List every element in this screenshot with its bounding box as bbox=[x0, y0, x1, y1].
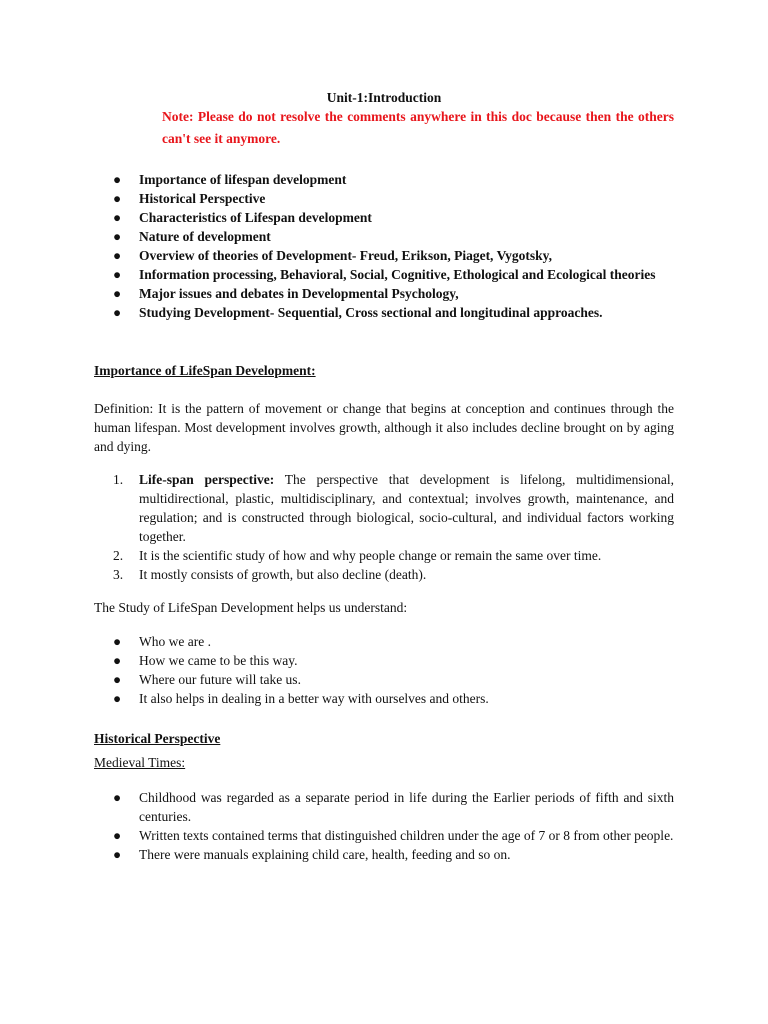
bullet-icon: ● bbox=[113, 248, 122, 263]
list-item: ● Written texts contained terms that distinguished children under the age of 7 or 8 from other people. bbox=[113, 828, 674, 843]
topic-item: ● Information processing, Behavioral, Social, Cognitive, Ethological and Ecological theories bbox=[113, 267, 656, 282]
bullet-icon: ● bbox=[113, 305, 122, 320]
bullet-icon: ● bbox=[113, 229, 122, 244]
list-item: ● It also helps in dealing in a better way with ourselves and others. bbox=[113, 691, 489, 706]
list-item: ● Where our future will take us. bbox=[113, 672, 301, 687]
section-heading-historical: Historical Perspective bbox=[94, 731, 221, 746]
bullet-icon: ● bbox=[113, 286, 122, 301]
bullet-icon: ● bbox=[113, 847, 122, 862]
bullet-icon: ● bbox=[113, 634, 122, 649]
topic-item: ● Historical Perspective bbox=[113, 191, 266, 206]
bullet-icon: ● bbox=[113, 267, 122, 282]
topic-item: ● Characteristics of Lifespan development bbox=[113, 210, 372, 225]
document-title: Unit-1:Introduction bbox=[326, 90, 442, 105]
list-item: ● Who we are . bbox=[113, 634, 211, 649]
subheading-medieval: Medieval Times: bbox=[94, 755, 186, 770]
topic-list bbox=[94, 170, 674, 322]
list-item: 1. Life-span perspective: The perspective that development is lifelong, multidimensional, multidirectional, plastic, multidisciplinary, and contextual; involves growth, maintenance, and regulation; and is constructed through biological, socio-cultural, and individual factors working together. bbox=[113, 472, 675, 544]
numbered-list bbox=[94, 470, 674, 584]
comment-note: Note: Please do not resolve the comments anywhere in this doc because then the others can't see it anymore. bbox=[162, 109, 674, 146]
definition-paragraph: Definition: It is the pattern of movement or change that begins at conception and continues through the human lifespan. Most development involves growth, although it also includes decline brought on by aging and dying. bbox=[94, 401, 674, 454]
bullet-icon: ● bbox=[113, 672, 122, 687]
topic-item: ● Nature of development bbox=[113, 229, 271, 244]
bullet-icon: ● bbox=[113, 172, 122, 187]
topic-item: ● Importance of lifespan development bbox=[113, 172, 347, 187]
bullet-icon: ● bbox=[113, 653, 122, 668]
term-label: Life-span perspective: bbox=[139, 472, 275, 487]
bullet-icon: ● bbox=[113, 210, 122, 225]
list-item: ● Childhood was regarded as a separate period in life during the Earlier periods of fifth and sixth centuries. bbox=[113, 790, 674, 824]
medieval-list bbox=[94, 788, 674, 864]
topic-item: ● Major issues and debates in Developmental Psychology, bbox=[113, 286, 459, 301]
study-intro: The Study of LifeSpan Development helps us understand: bbox=[94, 600, 408, 615]
list-item: 3. It mostly consists of growth, but also decline (death). bbox=[113, 567, 427, 582]
bullet-icon: ● bbox=[113, 828, 122, 843]
section-heading-importance: Importance of LifeSpan Development: bbox=[94, 363, 316, 378]
list-item: ● There were manuals explaining child care, health, feeding and so on. bbox=[113, 847, 511, 862]
list-item: ● How we came to be this way. bbox=[113, 653, 298, 668]
topic-item: ● Overview of theories of Development- Freud, Erikson, Piaget, Vygotsky, bbox=[113, 248, 552, 263]
bullet-icon: ● bbox=[113, 790, 122, 805]
bullet-icon: ● bbox=[113, 691, 122, 706]
topic-item: ● Studying Development- Sequential, Cross sectional and longitudinal approaches. bbox=[113, 305, 603, 320]
list-item: 2. It is the scientific study of how and why people change or remain the same over time. bbox=[113, 548, 602, 563]
bullet-icon: ● bbox=[113, 191, 122, 206]
study-list bbox=[94, 632, 674, 708]
